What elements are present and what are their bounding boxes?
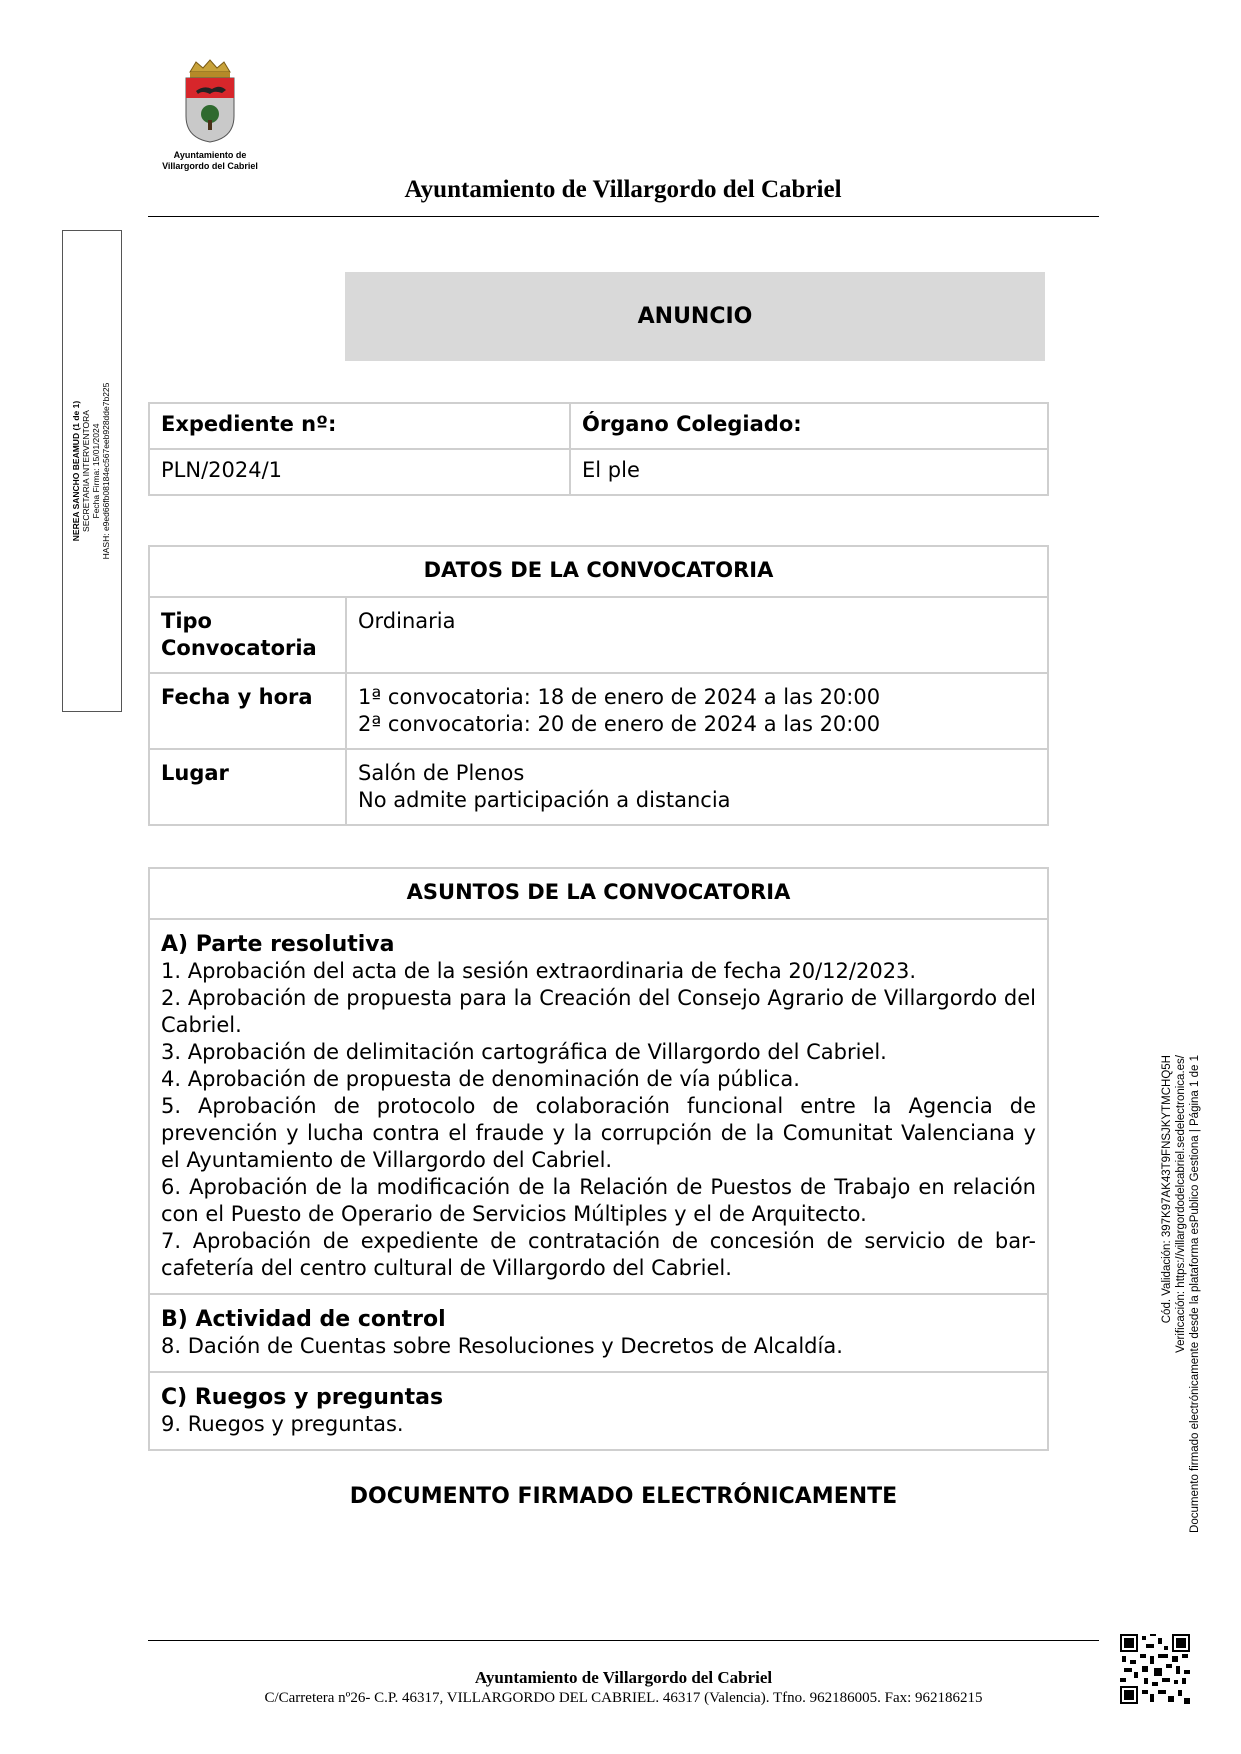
expediente-label: Expediente nº: bbox=[149, 403, 570, 449]
footer-divider bbox=[148, 1640, 1099, 1641]
validation-code: Cód. Validación: 397K97AK43T9FNSJKYTMCHQ5H bbox=[1161, 1055, 1173, 1324]
datos-convocatoria-table bbox=[148, 545, 1049, 826]
qr-code-icon bbox=[1120, 1634, 1190, 1704]
agenda-item: 9. Ruegos y preguntas. bbox=[161, 1412, 404, 1436]
coat-of-arms-icon bbox=[182, 58, 238, 144]
datos-title: DATOS DE LA CONVOCATORIA bbox=[149, 546, 1048, 597]
verification-url[interactable]: Verificación: https://villargordodelcabriel.sedelectronica.es/ bbox=[1175, 1055, 1187, 1353]
agenda-item: 3. Aprobación de delimitación cartográfica de Villargordo del Cabriel. bbox=[161, 1040, 887, 1064]
lugar-label: Lugar bbox=[149, 749, 346, 825]
tipo-label bbox=[149, 597, 346, 673]
fecha-segunda: 2ª convocatoria: 20 de enero de 2024 a las 20:00 bbox=[358, 712, 881, 736]
footer-title: Ayuntamiento de Villargordo del Cabriel bbox=[474, 1668, 773, 1687]
page-title: Ayuntamiento de Villargordo del Cabriel bbox=[404, 176, 842, 203]
agenda-item: 1. Aprobación del acta de la sesión extraordinaria de fecha 20/12/2023. bbox=[161, 959, 917, 983]
signature-stamp bbox=[71, 241, 111, 701]
organo-label: Órgano Colegiado: bbox=[570, 403, 1048, 449]
asuntos-title: ASUNTOS DE LA CONVOCATORIA bbox=[149, 868, 1048, 919]
municipal-logo bbox=[150, 58, 270, 172]
agenda-item: 8. Dación de Cuentas sobre Resoluciones y Decretos de Alcaldía. bbox=[161, 1334, 843, 1358]
fecha-primera: 1ª convocatoria: 18 de enero de 2024 a las 20:00 bbox=[358, 685, 881, 709]
section-parte-resolutiva bbox=[149, 919, 1048, 1294]
anuncio-banner: ANUNCIO bbox=[345, 272, 1045, 361]
agenda-item: 2. Aprobación de propuesta para la Creación del Consejo Agrario de Villargordo del Cabriel. bbox=[161, 986, 1036, 1037]
asuntos-table bbox=[148, 867, 1049, 1451]
fecha-label: Fecha y hora bbox=[149, 673, 346, 749]
agenda-item: 5. Aprobación de protocolo de colaboración funcional entre la Agencia de prevención y lucha contra el fraude y la corrupción de la Comunitat Valenciana y el Ayuntamiento de Villargordo del Cabriel. bbox=[161, 1094, 1036, 1172]
signer-role: SECRETARIA INTERVENTORA bbox=[81, 410, 91, 532]
section-title: B) Actividad de control bbox=[161, 1307, 446, 1332]
tipo-label-line1: Tipo bbox=[161, 609, 212, 633]
section-ruegos-preguntas bbox=[149, 1372, 1048, 1450]
section-title: C) Ruegos y preguntas bbox=[161, 1385, 444, 1410]
tipo-label-line2: Convocatoria bbox=[161, 636, 317, 660]
footer-address: C/Carretera nº26- C.P. 46317, VILLARGORDO DEL CABRIEL. 46317 (Valencia). Tfno. 962186005. Fax: 962186215 bbox=[264, 1690, 983, 1706]
agenda-item: 4. Aprobación de propuesta de denominación de vía pública. bbox=[161, 1067, 800, 1091]
organo-value: El ple bbox=[570, 449, 1048, 495]
lugar-value bbox=[346, 749, 1048, 825]
logo-caption-line1: Ayuntamiento de bbox=[173, 150, 247, 160]
header-divider bbox=[148, 216, 1099, 217]
expediente-value: PLN/2024/1 bbox=[149, 449, 570, 495]
expediente-table bbox=[148, 402, 1049, 496]
agenda-item: 7. Aprobación de expediente de contratación de concesión de servicio de bar-cafetería del centro cultural de Villargordo del Cabriel. bbox=[161, 1229, 1036, 1280]
section-actividad-control bbox=[149, 1294, 1048, 1372]
signer-name: NEREA SANCHO BEAMUD (1 de 1) bbox=[71, 400, 81, 542]
agenda-item: 6. Aprobación de la modificación de la Relación de Puestos de Trabajo en relación con el Puesto de Operario de Servicios Múltiples y el de Arquitecto. bbox=[161, 1175, 1036, 1226]
firmado-notice: DOCUMENTO FIRMADO ELECTRÓNICAMENTE bbox=[349, 1484, 898, 1509]
signature-hash: HASH: e9ed66fb08184ec567eeb928dde7b225 bbox=[101, 382, 111, 560]
validation-text bbox=[1160, 1055, 1202, 1615]
section-title: A) Parte resolutiva bbox=[161, 932, 395, 957]
logo-caption-line2: Villargordo del Cabriel bbox=[162, 161, 258, 171]
fecha-value bbox=[346, 673, 1048, 749]
lugar-sala: Salón de Plenos bbox=[358, 761, 525, 785]
lugar-nota: No admite participación a distancia bbox=[358, 788, 731, 812]
signature-date: Fecha Firma: 15/01/2024 bbox=[91, 423, 101, 519]
tipo-value: Ordinaria bbox=[346, 597, 1048, 673]
page-info: Documento firmado electrónicamente desde la plataforma esPublico Gestiona | Página 1 de 1 bbox=[1189, 1055, 1201, 1533]
